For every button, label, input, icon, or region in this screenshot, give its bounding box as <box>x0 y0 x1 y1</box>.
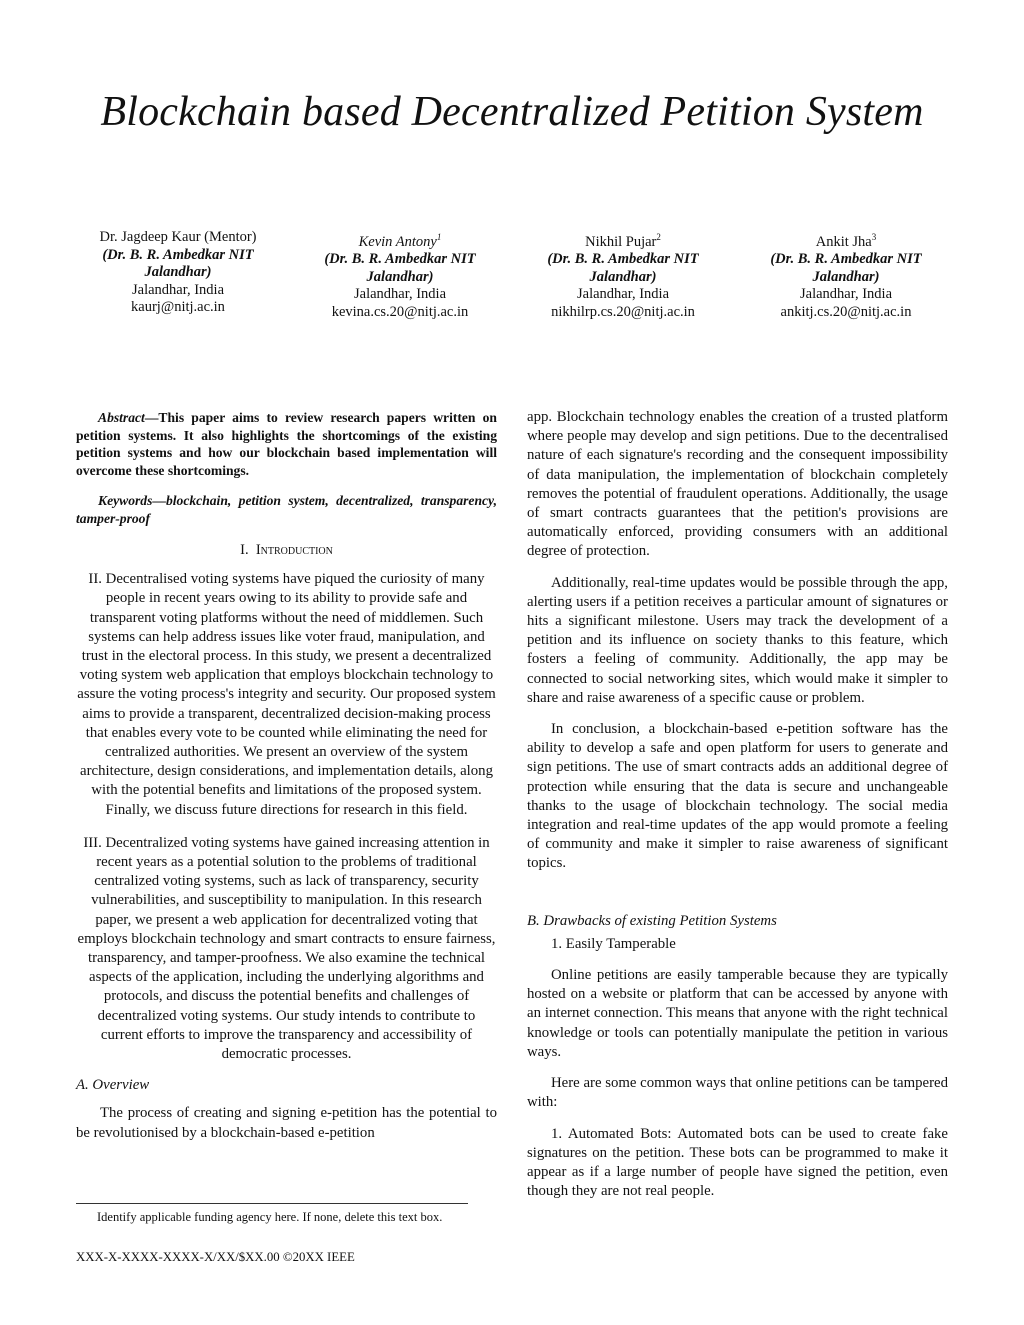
author-email: kaurj@nitj.ac.in <box>131 299 225 315</box>
author-name: Nikhil Pujar$^2$ <box>585 232 661 250</box>
paragraph-ii: II. Decentralised voting systems have piqued the curiosity of many people in recent years owing to its ability to provide safe and transparent voting platforms without the need of middlemen. Such systems can help address issues like voter fraud, manipulation, and trust in the electoral process. In this study, we present a decentralized voting system web application that employs blockchain technology to assure the voting process's integrity and security. Our proposed system aims to provide a transparent, decentralized decision-making process that enables every vote to be counted while eliminating the need for centralized authorities. We present an overview of the system architecture, design considerations, and implementation details, along with the potential benefits and limitations of the proposed system. Finally, we discuss future directions for research in this field. <box>77 571 496 818</box>
section-heading-introduction: I. Introduction <box>240 542 333 558</box>
paragraph-overview-start: The process of creating and signing e-petition has the potential to be revolutionised by a blockchain-based e-petition <box>76 1105 497 1141</box>
subsection-heading-overview: A. Overview <box>76 1077 150 1094</box>
author-location: Jalandhar, India <box>353 286 447 303</box>
funding-footnote: Identify applicable funding agency here. If none, delete this text box. <box>97 1210 443 1224</box>
author-email: kevina.cs.20@nitj.ac.in <box>331 303 469 320</box>
paper-title: Blockchain based Decentralized Petition System <box>100 89 924 135</box>
author-affiliation: (Dr. B. R. Ambedkar NIT Jalandhar) <box>102 246 254 280</box>
author-email: ankitj.cs.20@nitj.ac.in <box>780 303 912 320</box>
paragraph-ways: Here are some common ways that online petitions can be tampered with: <box>527 1075 948 1111</box>
author-location: Jalandhar, India <box>799 286 893 303</box>
footnote-divider <box>76 1203 468 1204</box>
paragraph-bots: 1. Automated Bots: Automated bots can be used to create fake signatures on the petition. These bots can be programmed to make it appear as if a large number of people have signed the petition, even though they are not real people. <box>527 1125 948 1200</box>
abstract: Abstract—This paper aims to review research papers written on petition systems. It also highlights the shortcomings of the existing petition systems and how our blockchain based implementation will overcome these shortcomings. <box>76 410 497 478</box>
author-name: Dr. Jagdeep Kaur (Mentor) <box>99 229 257 245</box>
copyright-notice: XXX-X-XXXX-XXXX-X/XX/$XX.00 ©20XX IEEE <box>76 1250 355 1264</box>
author-4 <box>736 229 956 321</box>
left-column <box>76 408 497 1143</box>
author-affiliation: (Dr. B. R. Ambedkar NIT Jalandhar) <box>324 251 476 285</box>
paragraph-overview-cont: app. Blockchain technology enables the creation of a trusted platform where people may develop and sign petitions. Due to the decentralised nature of each signature's recording and the consequent impossibility of data manipulation, the implementation of blockchain completely removes the potential of fraudulent operations. Additionally, the usage of smart contracts guarantees that the petition's provisions are automatically enforced, providing consumers with an additional degree of protection. <box>527 409 948 560</box>
paragraph-iii: III. Decentralized voting systems have gained increasing attention in recent years as a potential solution to the problems of traditional centralized voting systems, such as lack of transparency, security vulnerabilities, and susceptibility to manipulation. In this research paper, we present a web application for decentralized voting that employs blockchain technology and smart contracts to ensure fairness, transparency, and tamper-proofness. We also examine the technical aspects of the application, including the underlying algorithms and protocols, and discuss the potential benefits and challenges of decentralized voting systems. Our study intends to contribute to current efforts to improve the transparency and accessibility of democratic processes. <box>77 834 496 1063</box>
author-location: Jalandhar, India <box>576 286 670 303</box>
paragraph-realtime: Additionally, real-time updates would be possible through the app, alerting users if a petition receives a particular amount of signatures or hits a significant milestone. Users may track the development of a petition and its influence on society thanks to this feature, which fosters a feeling of community. Additionally, the app may be connected to social networking sites, which would make it simpler to share and raise awareness of a specific cause or problem. <box>527 574 948 706</box>
author-1 <box>68 229 288 317</box>
author-affiliation: (Dr. B. R. Ambedkar NIT Jalandhar) <box>547 251 699 285</box>
author-email: nikhilrp.cs.20@nitj.ac.in <box>551 303 695 320</box>
author-3 <box>513 229 733 321</box>
paragraph-tamperable: Online petitions are easily tamperable because they are typically hosted on a website or platform that can be accessed by anyone with an internet connection. This means that anyone with the right technical knowledge or tools can potentially manipulate the petition in various ways. <box>527 967 948 1060</box>
author-block <box>40 229 984 329</box>
paragraph-conclusion: In conclusion, a blockchain-based e-petition software has the ability to develop a safe and open platform for users to generate and sign petitions. The use of smart contracts adds an additional degree of protection while ensuring that the data is secure and unchangeable thanks to the usage of blockchain technology. The social media integration and real-time updates of the app would promote a feeling of community and make it simpler to raise awareness of significant topics. <box>527 721 948 872</box>
author-affiliation: (Dr. B. R. Ambedkar NIT Jalandhar) <box>770 251 922 285</box>
author-location: Jalandhar, India <box>131 281 225 298</box>
right-column <box>527 408 948 1201</box>
author-2 <box>290 229 510 321</box>
keywords: Keywords—blockchain, petition system, decentralized, transparency, tamper-proof <box>76 493 497 526</box>
subsection-heading-drawbacks: B. Drawbacks of existing Petition Systems <box>527 912 777 929</box>
item-easily-tamperable: 1. Easily Tamperable <box>551 935 676 952</box>
author-name: Kevin Antony$^1$ <box>358 232 442 250</box>
author-name: Ankit Jha$^3$ <box>815 232 877 250</box>
